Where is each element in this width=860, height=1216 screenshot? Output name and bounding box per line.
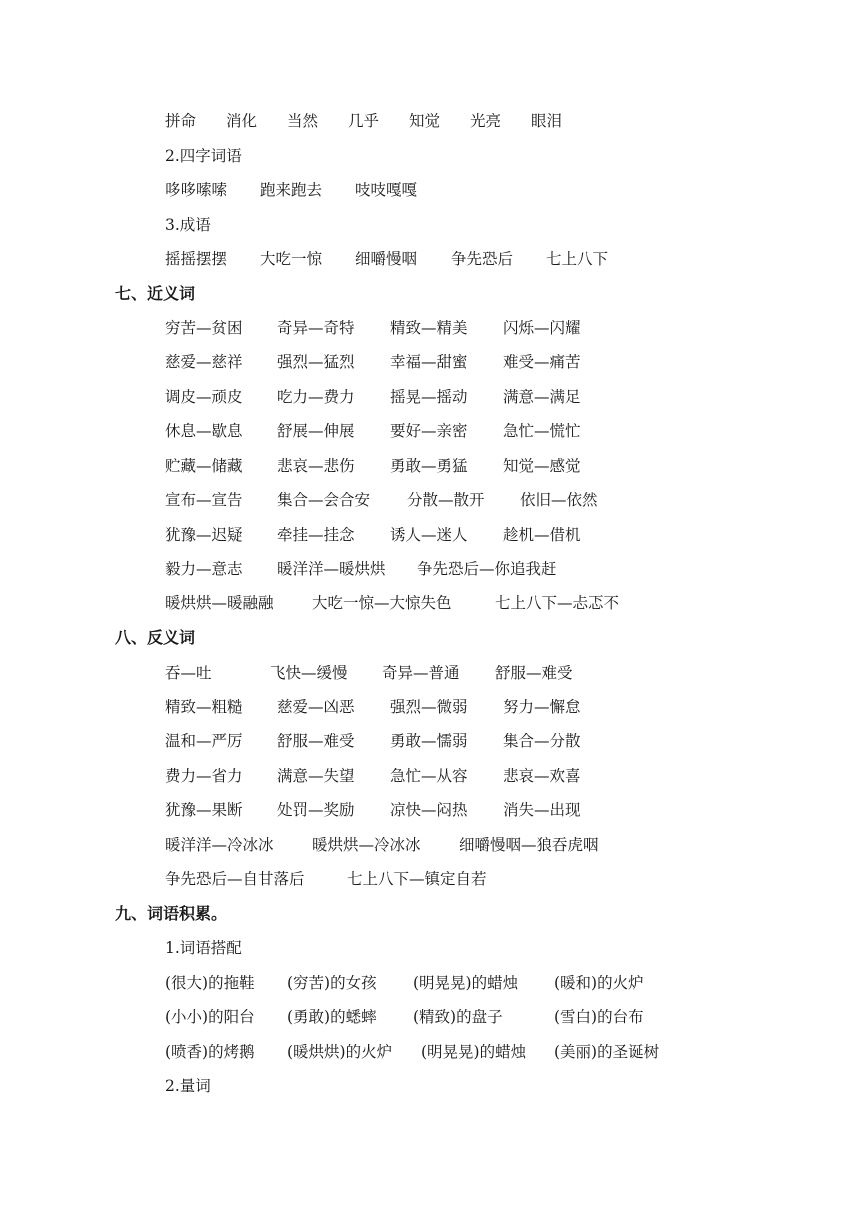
word-item: 争先恐后—你追我赶: [417, 560, 557, 578]
word-item: 奇异—奇特: [277, 319, 355, 337]
word-item: 哆哆嗦嗦: [165, 181, 228, 199]
heading-text: 九、词语积累。: [115, 904, 228, 923]
word-item: 奇异—普通: [382, 664, 460, 682]
word-item: 诱人—迷人: [390, 526, 468, 544]
word-item: 当然: [287, 112, 319, 130]
word-item: 集合—分散: [503, 732, 581, 750]
word-item: 几乎: [348, 112, 380, 130]
word-item: 跑来跑去: [260, 181, 323, 199]
word-item: 眼泪: [531, 112, 563, 130]
word-item: 满意—满足: [503, 388, 581, 406]
word-item: 暖烘烘—冷冰冰: [312, 836, 421, 854]
word-item: 温和—严厉: [165, 732, 243, 750]
word-item: 犹豫—迟疑: [165, 526, 243, 544]
word-item: 费力—省力: [165, 767, 243, 785]
word-item: 细嚼慢咽: [355, 250, 418, 268]
word-item: 强烈—微弱: [390, 698, 468, 716]
word-item: 吱吱嘎嘎: [355, 181, 418, 199]
word-item: 依旧—依然: [520, 491, 598, 509]
word-item: 舒展—伸展: [277, 422, 355, 440]
word-item: 拼命: [165, 112, 197, 130]
word-item: 细嚼慢咽—狼吞虎咽: [459, 836, 599, 854]
word-item: 慈爱—慈祥: [165, 353, 243, 371]
word-item: 舒服—难受: [495, 664, 573, 682]
word-item: 大吃一惊: [260, 250, 323, 268]
word-item: 精致—粗糙: [165, 698, 243, 716]
word-item: 3.成语: [165, 216, 211, 234]
word-item: 舒服—难受: [277, 732, 355, 750]
heading-text: 七、近义词: [115, 284, 196, 303]
word-item: 光亮: [470, 112, 502, 130]
word-item: 慈爱—凶恶: [277, 698, 355, 716]
word-item: (很大)的拖鞋: [165, 974, 255, 992]
word-item: 悲哀—欢喜: [503, 767, 581, 785]
word-item: 强烈—猛烈: [277, 353, 355, 371]
word-item: 七上八下—镇定自若: [347, 870, 487, 888]
word-item: 趁机—借机: [503, 526, 581, 544]
word-item: 吃力—费力: [277, 388, 355, 406]
word-item: (美丽)的圣诞树: [554, 1043, 660, 1061]
word-item: 牵挂—挂念: [277, 526, 355, 544]
word-item: (暖和)的火炉: [554, 974, 644, 992]
word-item: (穷苦)的女孩: [287, 974, 377, 992]
word-item: 飞快—缓慢: [270, 664, 348, 682]
word-item: 凉快—闷热: [390, 801, 468, 819]
word-item: 大吃一惊—大惊失色: [312, 594, 452, 612]
word-item: 集合—会合安: [277, 491, 371, 509]
word-item: 急忙—从容: [390, 767, 468, 785]
word-item: 争先恐后: [451, 250, 514, 268]
word-item: 吞—吐: [165, 664, 212, 682]
word-item: 暖洋洋—暖烘烘: [277, 560, 386, 578]
word-item: 七上八下: [546, 250, 609, 268]
word-item: 贮藏—储藏: [165, 457, 243, 475]
word-item: 消失—出现: [503, 801, 581, 819]
word-item: (暖烘烘)的火炉: [287, 1043, 393, 1061]
word-item: 知觉—感觉: [503, 457, 581, 475]
word-item: 七上八下—忐忑不: [495, 594, 620, 612]
word-item: 调皮—顽皮: [165, 388, 243, 406]
word-item: 争先恐后—自甘落后: [165, 870, 305, 888]
heading-text: 八、反义词: [115, 628, 196, 647]
word-item: 要好—亲密: [390, 422, 468, 440]
word-item: (雪白)的台布: [554, 1008, 644, 1026]
word-item: 勇敢—勇猛: [390, 457, 468, 475]
word-item: 毅力—意志: [165, 560, 243, 578]
word-item: 分散—散开: [407, 491, 485, 509]
word-item: 2.四字词语: [165, 147, 242, 165]
word-item: (小小)的阳台: [165, 1008, 255, 1026]
word-item: 暖洋洋—冷冰冰: [165, 836, 274, 854]
word-item: 穷苦—贫困: [165, 319, 243, 337]
word-item: 勇敢—懦弱: [390, 732, 468, 750]
word-item: 精致—精美: [390, 319, 468, 337]
word-item: 1.词语搭配: [165, 939, 242, 957]
word-item: (喷香)的烤鹅: [165, 1043, 255, 1061]
word-item: 闪烁—闪耀: [503, 319, 581, 337]
word-item: (精致)的盘子: [413, 1008, 503, 1026]
word-item: 难受—痛苦: [503, 353, 581, 371]
word-item: (明晃晃)的蜡烛: [413, 974, 519, 992]
word-item: 知觉: [409, 112, 441, 130]
word-item: 急忙—慌忙: [503, 422, 581, 440]
word-item: 努力—懈怠: [503, 698, 581, 716]
word-item: 暖烘烘—暖融融: [165, 594, 274, 612]
word-item: 宣布—宣告: [165, 491, 243, 509]
word-item: 犹豫—果断: [165, 801, 243, 819]
word-item: 消化: [226, 112, 258, 130]
word-item: (明晃晃)的蜡烛: [421, 1043, 527, 1061]
word-item: 幸福—甜蜜: [390, 353, 468, 371]
word-item: 摇晃—摇动: [390, 388, 468, 406]
word-item: 满意—失望: [277, 767, 355, 785]
word-item: (勇敢)的蟋蟀: [287, 1008, 377, 1026]
word-item: 摇摇摆摆: [165, 250, 228, 268]
word-item: 2.量词: [165, 1077, 211, 1095]
word-item: 休息—歇息: [165, 422, 243, 440]
word-item: 处罚—奖励: [277, 801, 355, 819]
word-item: 悲哀—悲伤: [277, 457, 355, 475]
